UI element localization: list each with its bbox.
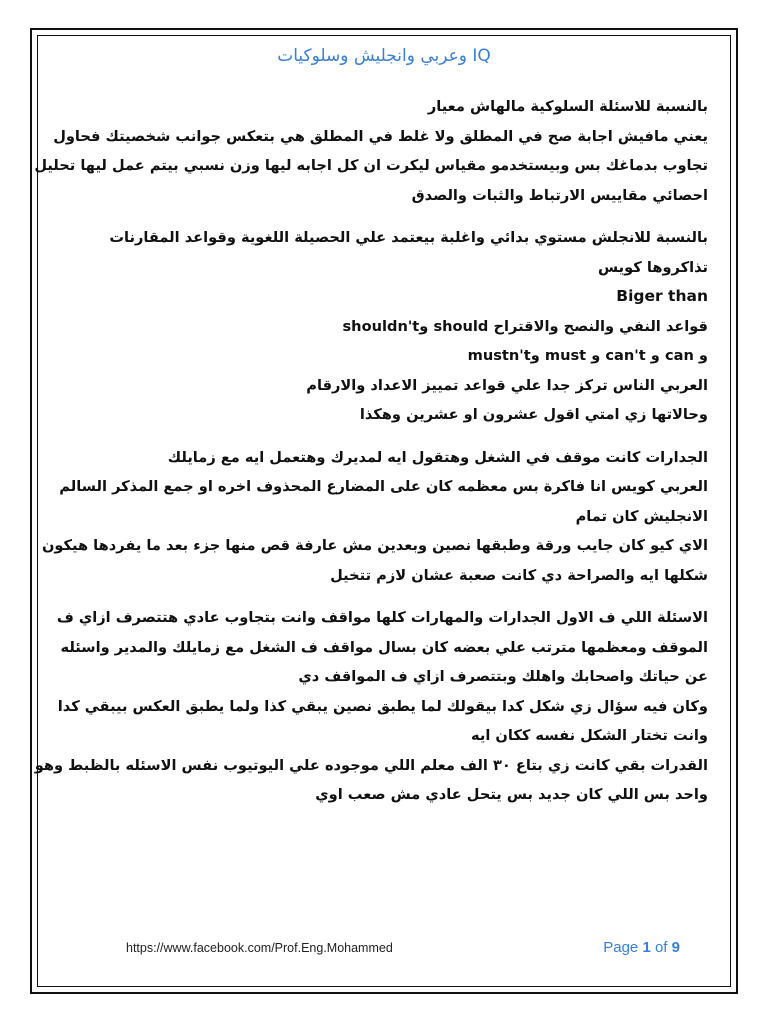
text-line: واحد بس اللي كان جديد بس يتحل عادي مش صعب اوي [315, 786, 708, 803]
text-line: Biger than [616, 287, 708, 305]
text-line: الموقف ومعظمها مترتب علي بعضه كان بسال مواقف ف الشغل مع زمايلك والمدير واسئله [60, 638, 708, 656]
text-line: و can و can't و must وmustn't [467, 347, 708, 364]
text-line: الاي كيو كان جايب ورقة وطبقها نصين وبعدين مش عارفة قص منها جزء بعد ما يفردها هيكون [41, 537, 708, 554]
page-number [603, 939, 680, 956]
text-line: وانت تختار الشكل نفسه ككان ايه [470, 727, 708, 744]
page-of: of [654, 939, 668, 956]
text-line: يعني مافيش اجابة صح في المطلق ولا غلط في المطلق هي بتعكس جوانب شخصيتك فحاول [53, 127, 708, 145]
text-line: قواعد النفي والنصح والاقتراح should وshouldn't [342, 317, 708, 335]
text-line: وحالاتها زي امتي اقول عشرون او عشرين وهكذا [359, 406, 708, 423]
text-line: بالنسبة للانجلش مستوي بدائي واغلبة بيعتمد علي الحصيلة اللغوية وقواعد المقارنات [109, 229, 708, 246]
text-line: الجدارات كانت موقف في الشغل وهتقول ايه لمديرك وهتعمل ايه مع زمايلك [167, 448, 708, 466]
text-line: شكلها ايه والصراحة دي كانت صعبة عشان لازم تتخيل [330, 566, 708, 584]
document-body [34, 92, 708, 810]
document-title: وعربي وانجليش وسلوكيات IQ [277, 46, 491, 66]
page-word: Page [603, 939, 639, 956]
text-line: احصائي مقاييس الارتباط والثبات والصدق [411, 186, 708, 204]
text-line: القدرات بقي كانت زي بتاع ٣٠ الف معلم اللي موجوده علي اليوتيوب نفس الاسئله بالظبط وهو [34, 756, 708, 774]
text-line: العربي كويس انا فاكرة بس معظمه كان على المضارع المحذوف اخره او جمع المذكر السالم [59, 478, 708, 495]
text-line: تذاكروها كويس [598, 258, 708, 276]
text-line: الانجليش كان تمام [575, 507, 708, 525]
text-line: تجاوب بدماغك بس وبيستخدمو مقياس ليكرت ان كل اجابه ليها وزن نسبي بيتم عمل ليها تحليل [34, 157, 708, 174]
page-current: 1 [642, 939, 651, 956]
text-line: بالنسبة للاسئلة السلوكية مالهاش معيار [427, 98, 708, 115]
text-line: وكان فيه سؤال زي شكل كدا بيقولك لما يطبق نصين يبقي كذا ولما يطبق العكس بيبقي كدا [57, 697, 708, 715]
page-total: 9 [671, 939, 680, 956]
text-line: الاسئلة اللي ف الاول الجدارات والمهارات كلها مواقف وانت بتجاوب عادي هتتصرف ازاي ف [56, 609, 708, 626]
text-line: عن حياتك واصحابك واهلك وبتتصرف ازاي ف المواقف دي [298, 668, 708, 685]
footer-link[interactable]: https://www.facebook.com/Prof.Eng.Mohammed [126, 941, 393, 955]
text-line: العربي الناس تركز جدا علي قواعد تمييز الاعداد والارقام [306, 376, 708, 394]
